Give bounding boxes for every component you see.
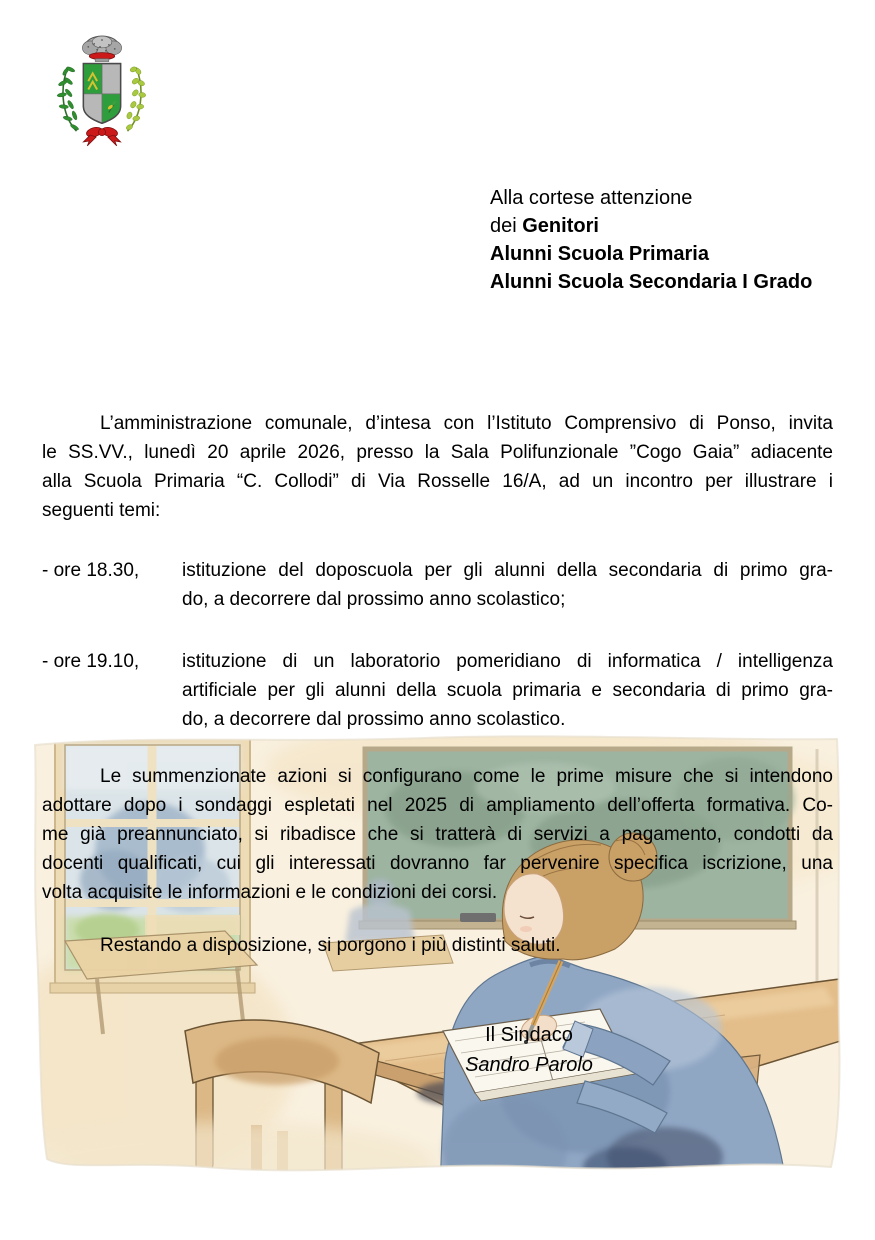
text-line: adottare dopo i sondaggi espletati nel 2025 di ampliamento dell’offerta formativa. Co- [42,795,833,816]
recipient-line [490,212,812,240]
recipient-line: Alunni Scuola Secondaria I Grado [490,271,813,293]
agenda-time-label: - ore 18.30, [42,560,140,581]
municipal-coat-of-arms-icon [53,30,151,148]
recipient-block [490,184,812,296]
agenda-time-label: - ore 19.10, [42,651,140,672]
text-line: me già preannunciato, si ribadisce che si tratterà di servizi a pagamento, condotti da [42,824,833,845]
text-line: le SS.VV., lunedì 20 aprile 2026, presso la Sala Polifunzionale ”Cogo Gaia” adiacente [42,442,833,463]
agenda-item-1910 [42,647,833,734]
crest-oak-branch [125,66,146,131]
text-line: do, a decorrere dal prossimo anno scolastico. [182,709,566,730]
notes-paragraph [42,762,833,907]
text-line: Le summenzionate azioni si configurano come le prime misure che si intendono [100,766,833,787]
recipient-line: Alla cortese attenzione [490,187,693,209]
intro-paragraph [42,409,833,525]
crest-shield [83,64,120,124]
text-line: seguenti temi: [42,500,161,521]
text-line: istituzione del doposcuola per gli alunni della secondaria di primo gra- [182,560,833,581]
signature-name: Sandro Parolo [465,1054,593,1076]
text-line: do, a decorrere dal prossimo anno scolastico; [182,589,566,610]
closing-line [42,931,833,960]
recipient-genitori: Genitori [522,215,599,237]
crest-laurel-branch [57,66,79,131]
signature-block [419,1020,639,1080]
agenda-description [182,647,833,734]
recipient-line: Alunni Scuola Primaria [490,243,709,265]
text-line: artificiale per gli alunni della scuola primaria e secondaria di primo gra- [182,680,833,701]
text-line: L’amministrazione comunale, d’intesa con l’Istituto Comprensivo di Ponso, invita [100,413,833,434]
crest-ribbon-bow [83,126,120,146]
text-line: alla Scuola Primaria “C. Collodi” di Via Rosselle 16/A, ad un incontro per illustrare i [42,471,833,492]
text-line: volta acquisite le informazioni e le condizioni dei corsi. [42,882,498,903]
recipient-line-prefix: dei [490,215,523,237]
text-line: docenti qualificati, cui gli interessati dovranno far pervenire specifica iscrizione, una [42,853,833,874]
text-line: Restando a disposizione, si porgono i più distinti saluti. [100,935,561,956]
signature-role: Il Sindaco [485,1024,573,1046]
text-line: istituzione di un laboratorio pomeridiano di informatica / intelligenza [182,651,833,672]
agenda-description [182,556,833,614]
agenda-item-1830 [42,556,833,614]
crest-crown [82,36,121,61]
